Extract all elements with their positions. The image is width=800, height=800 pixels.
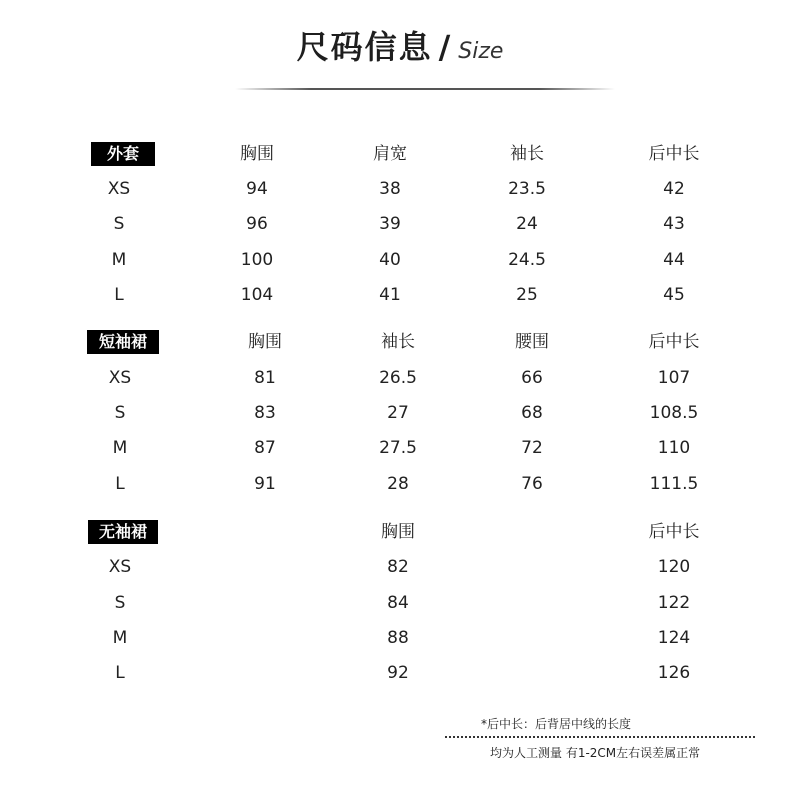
table-cell: 26.5 xyxy=(379,368,417,388)
table-row xyxy=(0,469,800,499)
table-cell: 81 xyxy=(254,368,276,388)
column-header: 腰围 xyxy=(515,332,549,352)
table-cell: 110 xyxy=(657,438,691,458)
table-header-row xyxy=(0,327,800,357)
title-divider xyxy=(235,88,615,90)
table-row xyxy=(0,623,800,653)
table-cell: 40 xyxy=(379,250,401,270)
footnote-back-length: *后中长：后背居中线的长度 xyxy=(481,717,632,731)
table-cell: 104 xyxy=(240,285,274,305)
table-cell: 27 xyxy=(387,403,409,423)
table-cell: 38 xyxy=(379,179,401,199)
table-cell: 39 xyxy=(379,214,401,234)
table-cell: 68 xyxy=(521,403,543,423)
table-row xyxy=(0,245,800,275)
column-header: 胸围 xyxy=(381,522,415,542)
page-title xyxy=(0,22,800,68)
table-cell: 88 xyxy=(387,628,409,648)
size-label: S xyxy=(114,403,126,423)
column-header: 肩宽 xyxy=(373,144,407,164)
table-row xyxy=(0,280,800,310)
table-cell: 124 xyxy=(657,628,691,648)
title-slash: / xyxy=(438,28,451,66)
column-header: 后中长 xyxy=(648,144,700,164)
table-cell: 122 xyxy=(657,593,691,613)
table-header-row xyxy=(0,517,800,547)
table-cell: 84 xyxy=(387,593,409,613)
column-header: 袖长 xyxy=(381,332,415,352)
table-cell: 107 xyxy=(657,368,691,388)
table-row xyxy=(0,552,800,582)
size-label: S xyxy=(113,214,125,234)
column-header: 胸围 xyxy=(240,144,274,164)
table-cell: 76 xyxy=(521,474,543,494)
table-cell: 25 xyxy=(516,285,538,305)
table-cell: 27.5 xyxy=(379,438,417,458)
title-chinese: 尺码信息 xyxy=(296,28,433,66)
table-cell: 28 xyxy=(387,474,409,494)
size-label: L xyxy=(115,663,125,683)
category-tag-jacket: 外套 xyxy=(91,142,155,166)
dotted-divider xyxy=(445,736,755,738)
table-row xyxy=(0,174,800,204)
size-label: L xyxy=(114,285,124,305)
size-label: M xyxy=(112,438,128,458)
table-row xyxy=(0,658,800,688)
table-row xyxy=(0,433,800,463)
column-header: 袖长 xyxy=(510,144,544,164)
table-cell: 42 xyxy=(663,179,685,199)
column-header: 后中长 xyxy=(648,522,700,542)
table-row xyxy=(0,398,800,428)
size-label: M xyxy=(111,250,127,270)
title-english: Size xyxy=(458,39,504,64)
measurement-disclaimer: 均为人工测量 有1-2CM左右误差属正常 xyxy=(490,746,701,760)
size-label: XS xyxy=(107,179,131,199)
table-cell: 87 xyxy=(254,438,276,458)
table-cell: 111.5 xyxy=(649,474,699,494)
category-tag-sleeveless-dress: 无袖裙 xyxy=(88,520,158,544)
table-cell: 66 xyxy=(521,368,543,388)
column-header: 后中长 xyxy=(648,332,700,352)
table-header-row xyxy=(0,139,800,169)
table-cell: 120 xyxy=(657,557,691,577)
table-cell: 83 xyxy=(254,403,276,423)
size-label: L xyxy=(115,474,125,494)
table-cell: 96 xyxy=(246,214,268,234)
table-cell: 126 xyxy=(657,663,691,683)
table-cell: 41 xyxy=(379,285,401,305)
table-cell: 43 xyxy=(663,214,685,234)
table-cell: 44 xyxy=(663,250,685,270)
size-label: XS xyxy=(108,368,132,388)
table-cell: 94 xyxy=(246,179,268,199)
table-cell: 24.5 xyxy=(508,250,546,270)
table-row xyxy=(0,363,800,393)
table-cell: 24 xyxy=(516,214,538,234)
size-label: M xyxy=(112,628,128,648)
table-row xyxy=(0,209,800,239)
table-cell: 82 xyxy=(387,557,409,577)
column-header: 胸围 xyxy=(248,332,282,352)
size-label: S xyxy=(114,593,126,613)
table-cell: 100 xyxy=(240,250,274,270)
table-cell: 23.5 xyxy=(508,179,546,199)
table-cell: 108.5 xyxy=(649,403,699,423)
table-cell: 91 xyxy=(254,474,276,494)
table-cell: 45 xyxy=(663,285,685,305)
table-cell: 72 xyxy=(521,438,543,458)
size-label: XS xyxy=(108,557,132,577)
table-cell: 92 xyxy=(387,663,409,683)
table-row xyxy=(0,588,800,618)
category-tag-short-sleeve-dress: 短袖裙 xyxy=(87,330,159,354)
